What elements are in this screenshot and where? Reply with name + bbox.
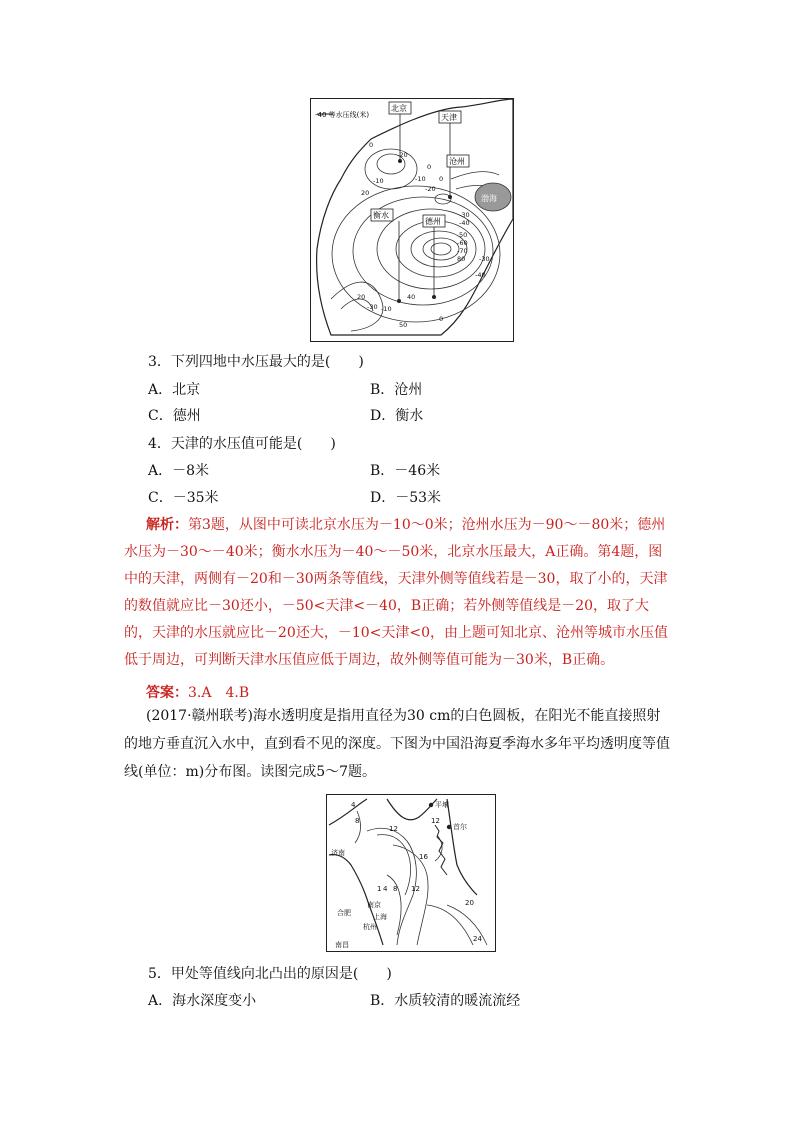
contour-value: 1	[377, 885, 382, 893]
city-label-beijing: 北京	[391, 104, 407, 113]
bohai-sea-label: 渤海	[481, 194, 497, 203]
q4-option-c[interactable]: C．－35米	[148, 490, 219, 506]
q4-option-b[interactable]: B．－46米	[370, 463, 441, 479]
contour-value: 4	[351, 801, 356, 809]
contour-value: -40	[475, 271, 486, 279]
question-5-stem: 5．甲处等值线向北凸出的原因是( )	[148, 966, 392, 982]
contour-value: 16	[419, 853, 428, 861]
contour-value: 12	[389, 825, 398, 833]
explanation-block	[124, 512, 672, 674]
city-label-cangzhou: 沧州	[449, 157, 465, 166]
city-label-jinan: 济南	[331, 849, 345, 857]
contour-value: -30	[479, 255, 490, 263]
contour-value: 0	[439, 315, 444, 323]
contour-value: -40	[459, 219, 470, 227]
sea-transparency-map	[326, 794, 496, 952]
q3-option-c[interactable]: C．德州	[148, 408, 201, 424]
city-label-seoul: 首尔	[453, 823, 467, 831]
q3-option-b[interactable]: B．沧州	[370, 382, 423, 398]
contour-value: -30	[367, 303, 378, 311]
answer-text: 3.A 4.B	[188, 685, 250, 701]
answer-label: 答案：	[146, 685, 188, 701]
explanation-text: 第3题，从图中可读北京水压为－10～0米；沧州水压为－90～－80米；德州水压为－30～－40米；衡水水压为－40～－50米，北京水压最大，A正确。第4题，图中的天津，两侧有－20和－30两条等值线，天津外侧等值线若是－30，取了小的，天津的数值就应比－30还小，－50<天津<－40，B正确；若外侧等值线是－20，取了大的，天津的水压就应比－20还大，－10<天津<0，由上题可知北京、沧州等城市水压值低于周边，可判断天津水压值应低于周边，故外侧等值可能为－30米，B正确。	[124, 517, 668, 668]
city-label-pyongyang: 平壤	[435, 801, 449, 809]
contour-value: 0	[439, 175, 444, 183]
sea-transparency-map-graphic	[327, 795, 495, 951]
q4-option-d[interactable]: D．－53米	[370, 490, 442, 506]
q5-option-a[interactable]: A．海水深度变小	[148, 993, 257, 1009]
question-4-stem: 4．天津的水压值可能是( )	[148, 436, 336, 452]
contour-value: 50	[459, 231, 468, 239]
city-label-hengshui: 衡水	[373, 211, 389, 220]
water-pressure-map-graphic	[311, 99, 513, 341]
q4-option-a[interactable]: A．－8米	[148, 463, 210, 479]
contour-value: 40	[407, 293, 416, 301]
city-label-shanghai: 上海	[373, 913, 387, 921]
q5-option-b[interactable]: B．水质较清的暖流流经	[370, 993, 521, 1009]
question-3-stem: 3．下列四地中水压最大的是( )	[148, 354, 364, 370]
contour-value: 8	[393, 885, 398, 893]
city-label-dezhou: 德州	[425, 217, 441, 226]
contour-value: -30	[459, 211, 470, 219]
city-label-nanjing: 南京	[367, 901, 381, 909]
contour-value: 20	[361, 189, 370, 197]
answer-line	[146, 682, 249, 702]
contour-value: 24	[473, 935, 482, 943]
contour-value: -20	[397, 151, 408, 159]
passage-text: (2017·赣州联考)海水透明度是指用直径为30 cm的白色圆板，在阳光不能直接照射的地方垂直沉入水中，直到看不见的深度。下图为中国沿海夏季海水多年平均透明度等值线(单位：m)分布图。读图完成5～7题。	[124, 708, 670, 780]
water-pressure-map	[310, 98, 514, 342]
contour-value: -20	[425, 185, 436, 193]
map1-legend: -40 等水压线(米)	[315, 111, 370, 119]
contour-value: 20	[465, 899, 474, 907]
contour-value: -10	[373, 177, 384, 185]
contour-value: 12	[431, 817, 440, 825]
city-label-nanchang: 南昌	[335, 941, 349, 949]
city-label-hefei: 合肥	[337, 909, 351, 917]
contour-value: 80	[457, 255, 466, 263]
contour-value: 12	[411, 885, 420, 893]
city-label-hangzhou: 杭州	[363, 923, 377, 931]
contour-value: 8	[355, 817, 360, 825]
contour-value: 20	[357, 293, 366, 301]
city-label-tianjin: 天津	[441, 113, 457, 122]
contour-value: -10	[415, 175, 426, 183]
contour-value: 0	[369, 141, 374, 149]
explanation-label: 解析：	[146, 517, 188, 533]
q3-option-d[interactable]: D．衡水	[370, 408, 424, 424]
q3-option-a[interactable]: A．北京	[148, 382, 201, 398]
contour-value: 50	[399, 321, 408, 329]
contour-value: 0	[427, 163, 432, 171]
contour-value: -60	[457, 239, 468, 247]
contour-value: -70	[457, 247, 468, 255]
contour-value: -10	[381, 305, 392, 313]
contour-value: 4	[383, 885, 388, 893]
